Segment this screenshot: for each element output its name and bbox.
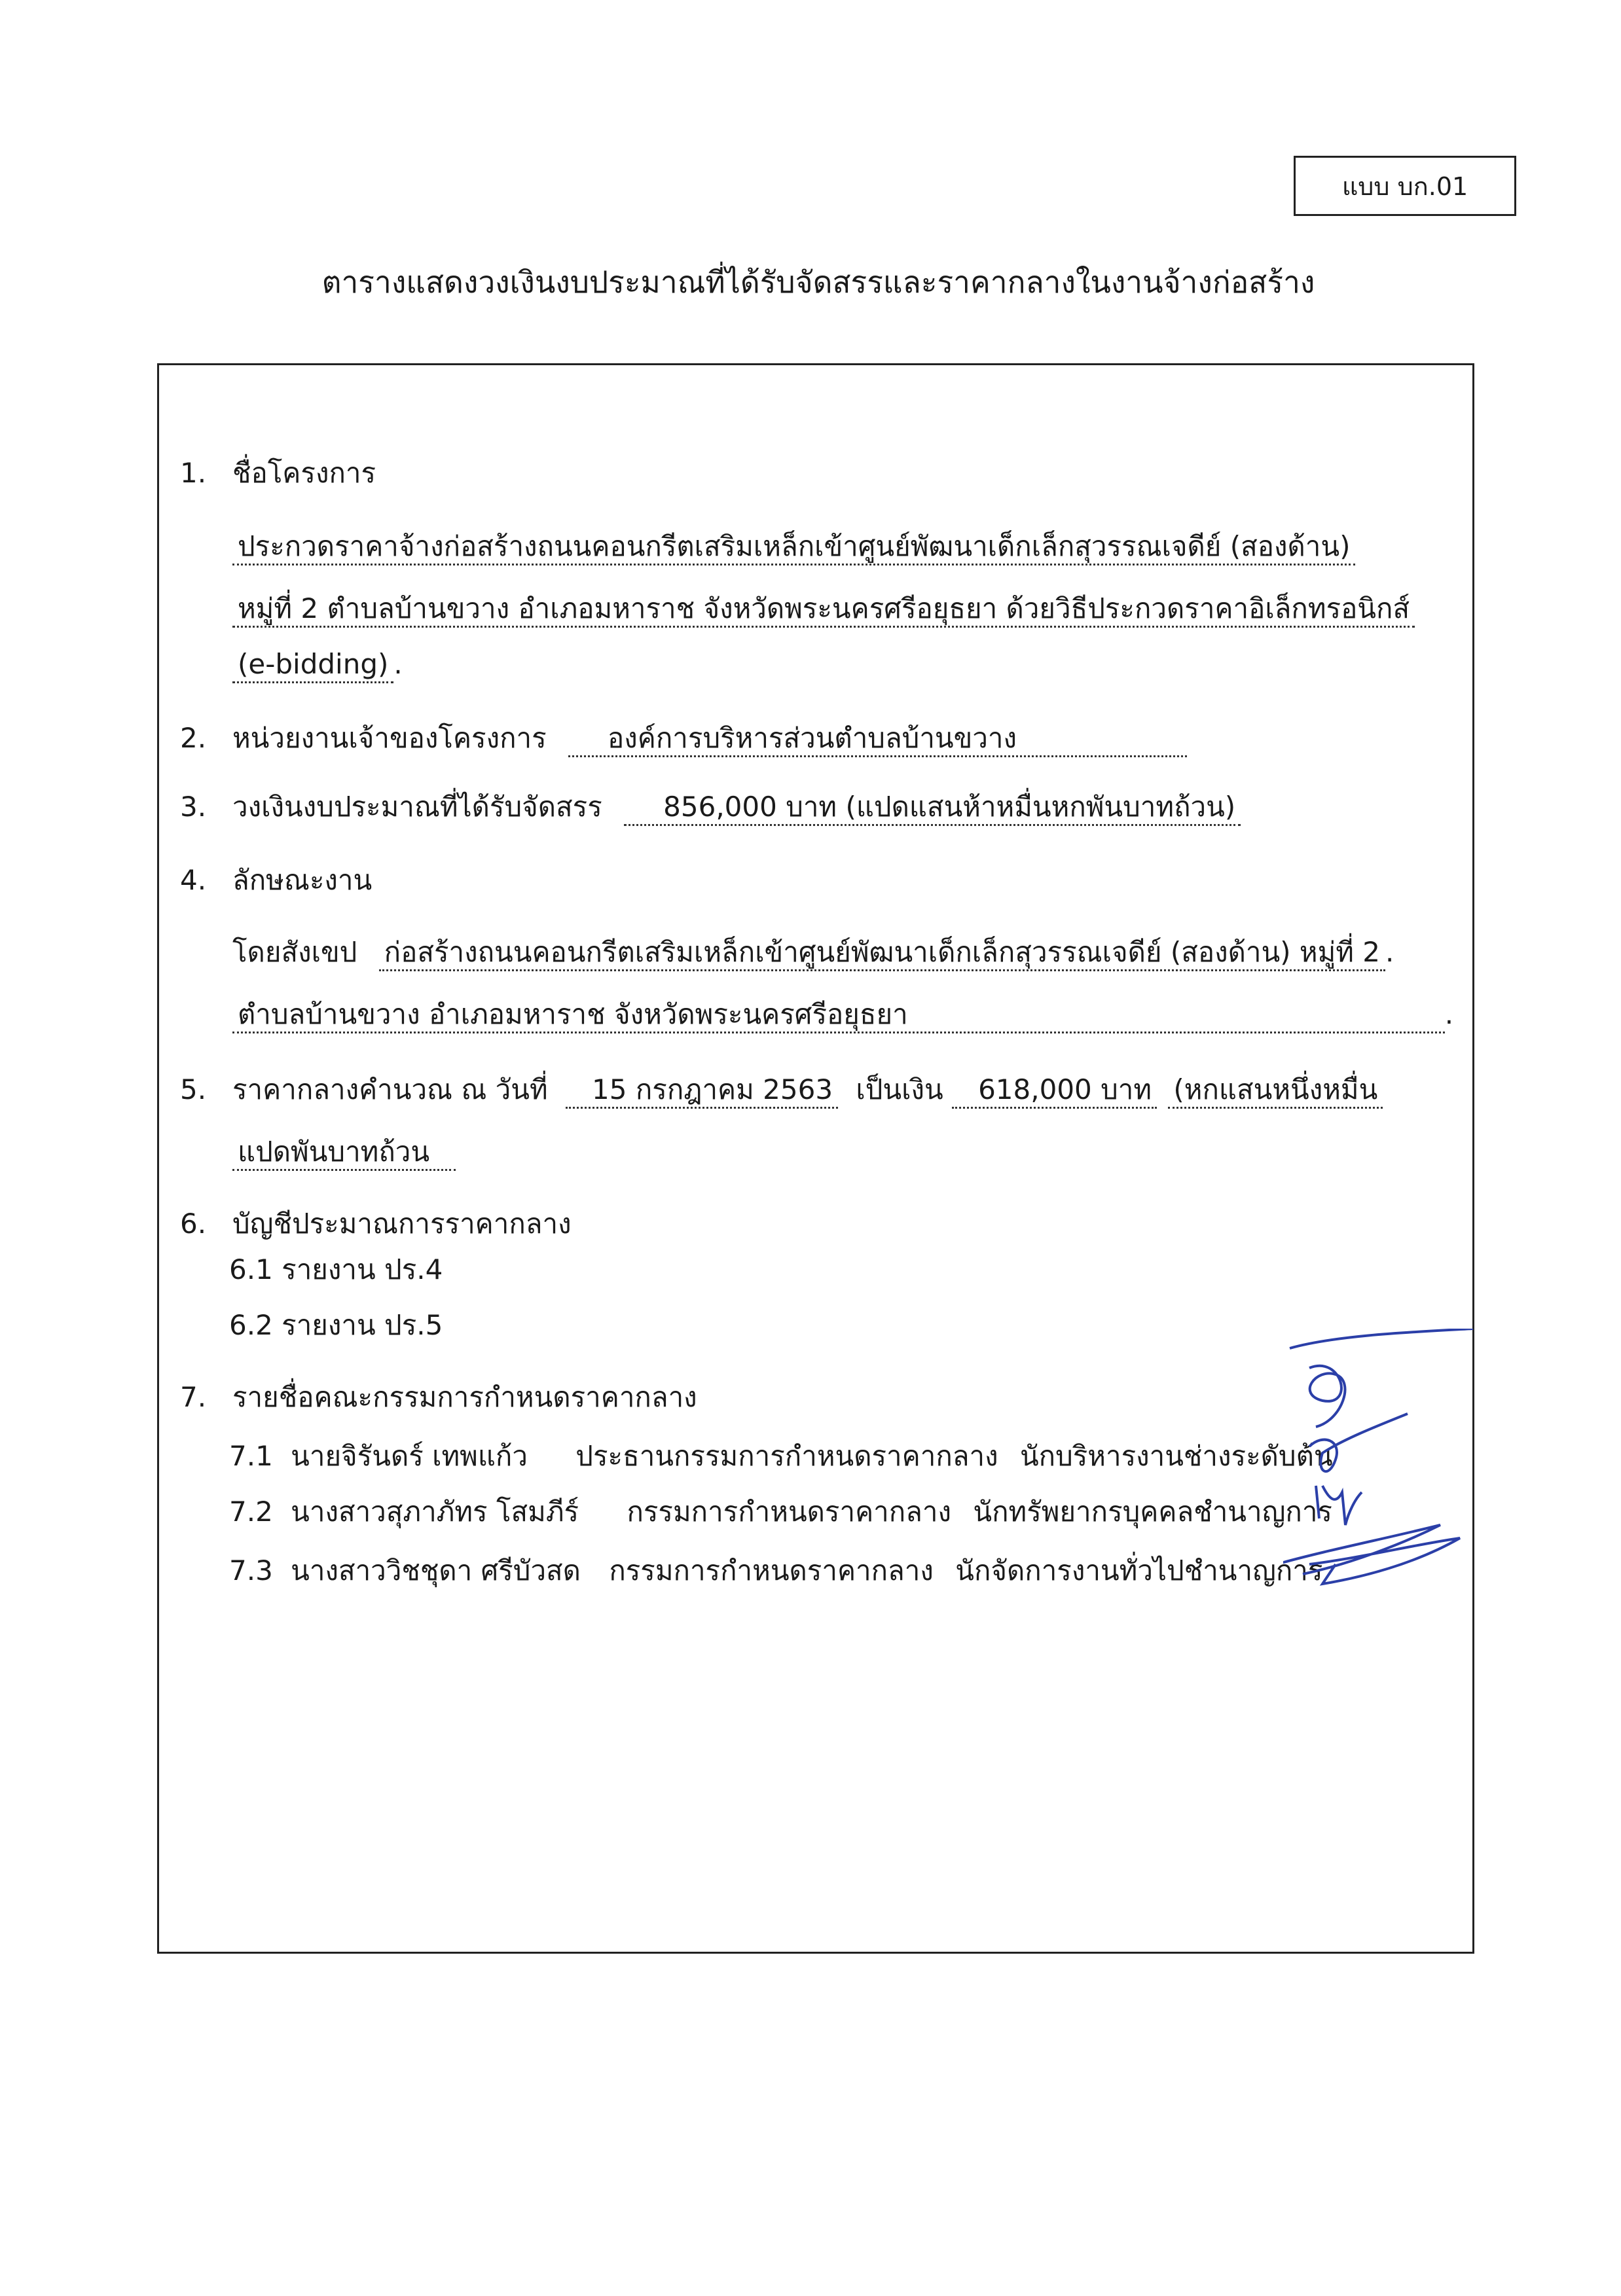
section-5-row-2	[232, 1132, 456, 1172]
amount-label: เป็นเงิน	[856, 1073, 943, 1105]
work-description-end-1: .	[1385, 936, 1394, 968]
reference-price-amount: 618,000 บาท	[952, 1073, 1157, 1109]
section-6-number: 6.	[180, 1208, 207, 1240]
work-description-prefix: โดยสังเขป	[232, 936, 357, 968]
member-2-number: 7.2	[229, 1496, 273, 1528]
member-2-role: กรรมการกำหนดราคากลาง	[627, 1496, 952, 1528]
signature-3	[1283, 1525, 1460, 1584]
section-2-row	[232, 719, 1187, 758]
work-description-line-2	[232, 995, 1453, 1034]
signature-2	[1309, 1414, 1408, 1525]
member-1-name: นายจิรันดร์ เทพแก้ว	[291, 1440, 528, 1472]
report-item-2: 6.2 รายงาน ปร.5	[229, 1309, 443, 1341]
section-3-row	[232, 787, 1241, 827]
section-7-label: รายชื่อคณะกรรมการกำหนดราคากลาง	[232, 1381, 697, 1413]
member-1-role: ประธานกรรมการกำหนดราคากลาง	[575, 1440, 998, 1472]
work-description-text-2: ตำบลบ้านขวาง อำเภอมหาราช จังหวัดพระนครศรีอยุธยา	[232, 998, 1445, 1033]
project-name-line-1	[232, 527, 1355, 566]
section-4-number: 4.	[180, 864, 207, 896]
budget-amount: 856,000 บาท (แปดแสนห้าหมื่นหกพันบาทถ้วน)	[624, 791, 1241, 826]
section-5-row	[232, 1070, 1383, 1109]
work-description-end-2: .	[1444, 998, 1454, 1030]
signatures-graphic	[1283, 1329, 1480, 1610]
report-item-1: 6.1 รายงาน ปร.4	[229, 1253, 443, 1285]
section-3-label: วงเงินงบประมาณที่ได้รับจัดสรร	[232, 791, 602, 823]
reference-price-words-1: (หกแสนหนึ่งหมื่น	[1168, 1073, 1383, 1109]
section-1-number: 1.	[180, 457, 207, 489]
section-7-number: 7.	[180, 1381, 207, 1413]
section-2-number: 2.	[180, 722, 207, 754]
project-name-line-2	[232, 589, 1415, 628]
project-name-line-3	[232, 645, 403, 684]
document-title: ตารางแสดงวงเงินงบประมาณที่ได้รับจัดสรรและราคากลางในงานจ้างก่อสร้าง	[321, 264, 1315, 300]
owner-agency: องค์การบริหารส่วนตำบลบ้านขวาง	[568, 722, 1187, 757]
committee-member-2	[229, 1492, 1332, 1532]
section-5-number: 5.	[180, 1073, 207, 1105]
form-code-box	[1294, 156, 1516, 216]
project-name-text-2: หมู่ที่ 2 ตำบลบ้านขวาง อำเภอมหาราช จังหวัดพระนครศรีอยุธยา ด้วยวิธีประกวดราคาอิเล็กทรอนิกส์	[232, 592, 1415, 628]
section-3-number: 3.	[180, 791, 207, 823]
member-3-name: นางสาววิชชุดา ศรีบัวสด	[291, 1554, 581, 1587]
reference-price-date: 15 กรกฎาคม 2563	[566, 1073, 838, 1109]
section-5-label: ราคากลางคำนวณ ณ วันที่	[232, 1073, 548, 1105]
committee-member-1	[229, 1437, 1333, 1476]
form-code: แบบ บก.01	[1341, 171, 1468, 201]
member-2-position: นักทรัพยากรบุคคลชำนาญการ	[973, 1496, 1332, 1528]
member-3-number: 7.3	[229, 1554, 273, 1587]
member-2-name: นางสาวสุภาภัทร โสมภีร์	[291, 1496, 579, 1528]
reference-price-words-2: แปดพันบาทถ้วน	[232, 1136, 456, 1171]
project-name-text-1: ประกวดราคาจ้างก่อสร้างถนนคอนกรีตเสริมเหล็กเข้าศูนย์พัฒนาเด็กเล็กสุวรรณเจดีย์ (สองด้าน)	[232, 530, 1355, 565]
section-2-label: หน่วยงานเจ้าของโครงการ	[232, 722, 547, 754]
member-3-role: กรรมการกำหนดราคากลาง	[609, 1554, 934, 1587]
section-1-label: ชื่อโครงการ	[232, 457, 376, 489]
section-6-label: บัญชีประมาณการราคากลาง	[232, 1208, 572, 1240]
project-name-end: .	[393, 648, 403, 680]
member-3-position: นักจัดการงานทั่วไปชำนาญการ	[955, 1554, 1323, 1587]
member-1-position: นักบริหารงานช่างระดับต้น	[1019, 1440, 1333, 1472]
signature-1	[1290, 1329, 1473, 1427]
member-1-number: 7.1	[229, 1440, 273, 1472]
section-4-label: ลักษณะงาน	[232, 864, 373, 896]
work-description-text-1: ก่อสร้างถนนคอนกรีตเสริมเหล็กเข้าศูนย์พัฒนาเด็กเล็กสุวรรณเจดีย์ (สองด้าน) หมู่ที่ 2	[379, 936, 1385, 971]
project-name-text-3: (e-bidding)	[232, 648, 393, 683]
work-description-line-1	[232, 933, 1394, 972]
committee-member-3	[229, 1551, 1322, 1590]
